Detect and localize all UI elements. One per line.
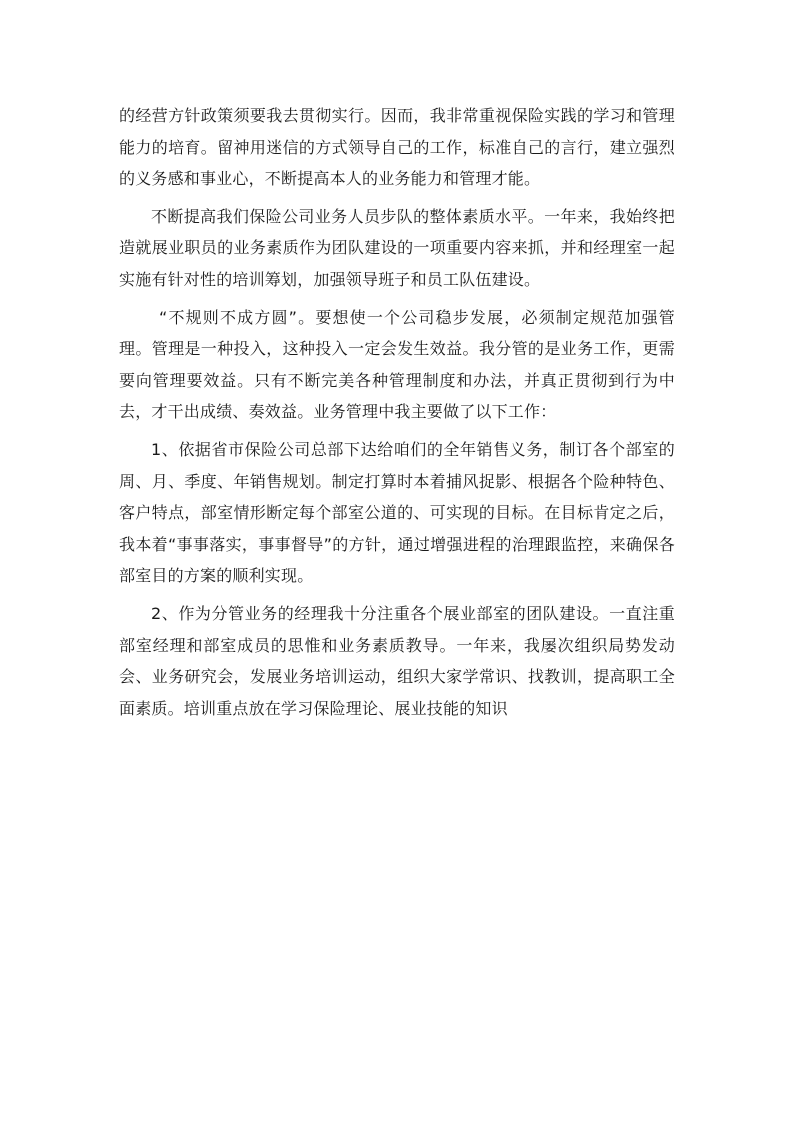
paragraph-management: “不规则不成方圆”。要想使一个公司稳步发展，必须制定规范加强管理。管理是一种投入，这种投入一定会发生效益。我分管的是业务工作，更需要向管理要效益。只有不断完美各种管理制度和办法，并真正贯彻到行为中去，才干出成绩、奏效益。业务管理中我主要做了以下工作： xyxy=(119,307,675,422)
paragraph-item-1: 1、依据省市保险公司总部下达给咱们的全年销售义务，制订各个部室的周、月、季度、年销售规划。制定打算时本着捕风捉影、根据各个险种特色、客户特点，部室情形断定每个部室公道的、可实现的目标。在目标肯定之后，我本着“事事落实，事事督导”的方针，通过增强进程的治理跟监控，来确保各部室目的方案的顺利实现。 xyxy=(119,439,675,586)
paragraph-team-quality: 不断提高我们保险公司业务人员步队的整体素质水平。一年来，我始终把造就展业职员的业务素质作为团队建设的一项重要内容来抓，并和经理室一起实施有针对性的培训筹划，加强领导班子和员工队伍建设。 xyxy=(119,206,675,289)
paragraph-item-2: 2、作为分管业务的经理我十分注重各个展业部室的团队建设。一直注重部室经理和部室成员的思惟和业务素质教导。一年来，我屡次组织局势发动会、业务研究会，发展业务培训运动，组织大家学常识、找教训，提高职工全面素质。培训重点放在学习保险理论、展业技能的知识 xyxy=(119,603,675,718)
paragraph-continuation: 的经营方针政策须要我去贯彻实行。因而，我非常重视保险实践的学习和管理能力的培育。留神用迷信的方式领导自己的工作，标准自己的言行，建立强烈的义务感和事业心，不断提高本人的业务能力和管理才能。 xyxy=(119,106,675,189)
document-body xyxy=(119,100,675,724)
